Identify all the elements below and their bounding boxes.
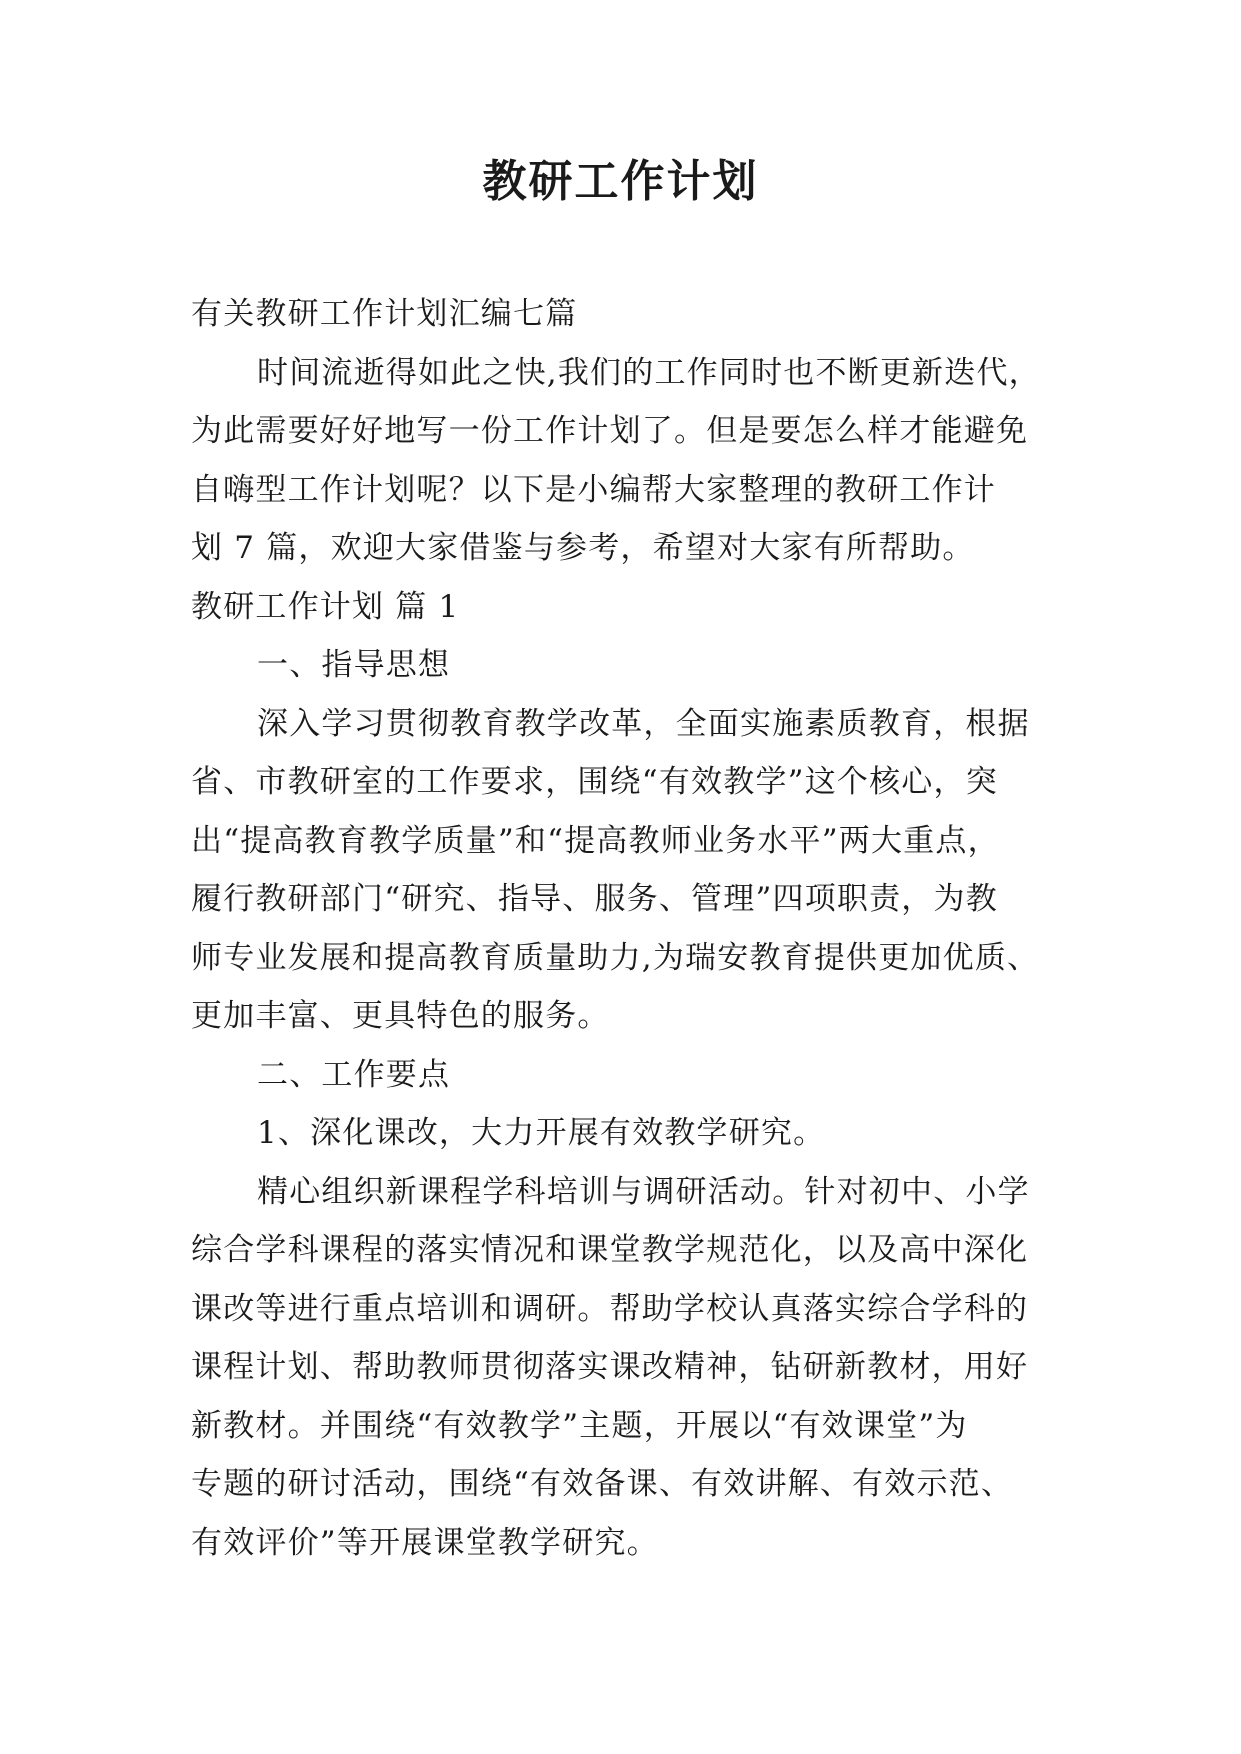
text-line: 二、工作要点 xyxy=(257,1056,451,1093)
text-line: 深入学习贯彻教育教学改革，全面实施素质教育，根据 xyxy=(257,705,1030,742)
text-line: 自嗨型工作计划呢？以下是小编帮大家整理的教研工作计 xyxy=(191,471,996,508)
text-line: 有效评价”等开展课堂教学研究。 xyxy=(191,1524,659,1561)
text-line: 1、深化课改，大力开展有效教学研究。 xyxy=(257,1115,826,1151)
text-line: 师专业发展和提高教育质量助力,为瑞安教育提供更加优质、 xyxy=(191,939,1040,976)
text-line: 省、市教研室的工作要求，围绕“有效教学”这个核心，突 xyxy=(191,764,998,800)
text-line: 精心组织新课程学科培训与调研活动。针对初中、小学 xyxy=(257,1173,1030,1210)
text-line: 划 7 篇，欢迎大家借鉴与参考，希望对大家有所帮助。 xyxy=(191,530,975,566)
text-line: 专题的研讨活动，围绕“有效备课、有效讲解、有效示范、 xyxy=(191,1466,1014,1502)
document-title: 教研工作计划 xyxy=(482,156,759,207)
text-line: 一、指导思想 xyxy=(257,647,451,683)
text-line: 履行教研部门“研究、指导、服务、管理”四项职责，为教 xyxy=(191,881,998,917)
text-line: 课程计划、帮助教师贯彻落实课改精神，钻研新教材，用好 xyxy=(191,1349,1029,1385)
text-line: 出“提高教育教学质量”和“提高教师业务水平”两大重点， xyxy=(191,822,1000,859)
text-line: 时间流逝得如此之快,我们的工作同时也不断更新迭代， xyxy=(257,354,1041,391)
text-line: 教研工作计划 篇 1 xyxy=(191,588,460,625)
text-line: 为此需要好好地写一份工作计划了。但是要怎么样才能避免 xyxy=(191,413,1029,449)
text-line: 课改等进行重点培训和调研。帮助学校认真落实综合学科的 xyxy=(191,1290,1029,1327)
text-line: 有关教研工作计划汇编七篇 xyxy=(191,296,578,332)
document-body xyxy=(191,285,1051,1572)
text-line: 综合学科课程的落实情况和课堂教学规范化，以及高中深化 xyxy=(191,1232,1029,1268)
text-line: 新教材。并围绕“有效教学”主题，开展以“有效课堂”为 xyxy=(191,1407,968,1444)
text-line: 更加丰富、更具特色的服务。 xyxy=(191,998,610,1034)
